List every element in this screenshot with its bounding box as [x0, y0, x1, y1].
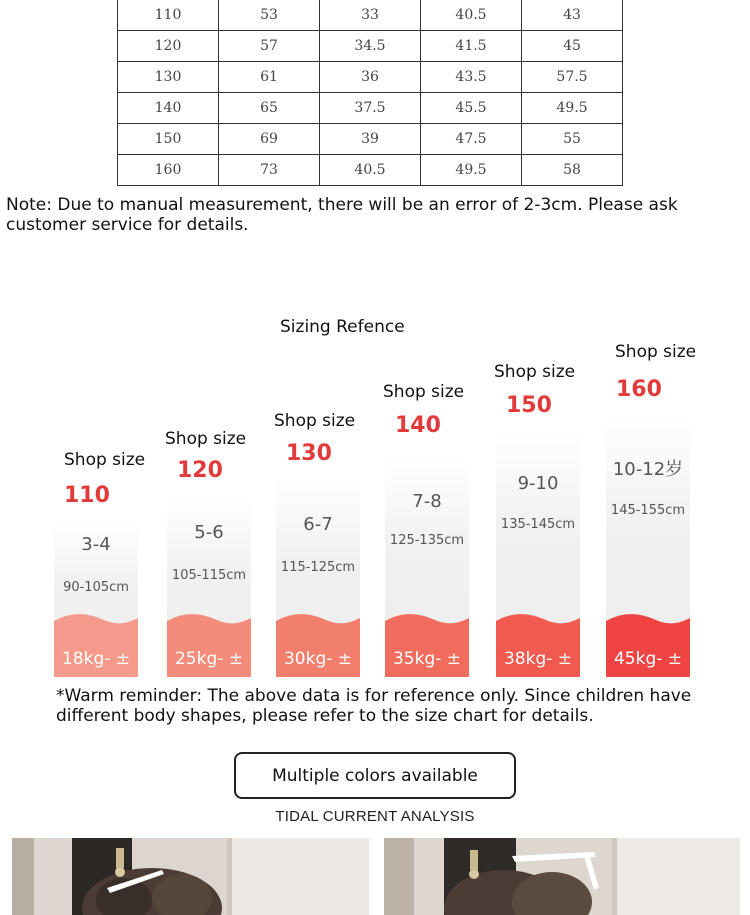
- age-range: 5-6: [194, 522, 224, 543]
- shop-size-label: Shop size: [615, 342, 697, 362]
- shop-size-number: 120: [177, 458, 223, 483]
- weight-range: 18kg- ±: [61, 649, 131, 669]
- height-range: 145-155cm: [610, 503, 686, 518]
- table-cell: 43.5: [421, 61, 522, 92]
- height-range: 105-115cm: [171, 568, 247, 583]
- table-cell: 58: [522, 154, 623, 185]
- table-row: [118, 61, 623, 92]
- shop-size-number: 130: [286, 441, 332, 466]
- height-range: 90-105cm: [63, 580, 129, 595]
- shop-size-number: 160: [616, 377, 662, 402]
- table-row: [118, 0, 623, 30]
- table-cell: 49.5: [421, 154, 522, 185]
- table-cell: 160: [118, 154, 219, 185]
- table-cell: 150: [118, 123, 219, 154]
- height-range: 125-135cm: [389, 533, 465, 548]
- size-card-panel: [496, 429, 580, 677]
- product-photo-right: [384, 838, 740, 915]
- weight-range: 45kg- ±: [613, 649, 683, 669]
- table-cell: 36: [320, 61, 421, 92]
- table-cell: 73: [219, 154, 320, 185]
- size-card-panel: [276, 478, 360, 677]
- table-cell: 49.5: [522, 92, 623, 123]
- sizing-reference-title: Sizing Refence: [280, 317, 405, 337]
- height-range: 135-145cm: [500, 517, 576, 532]
- table-cell: 40.5: [421, 0, 522, 30]
- tidal-analysis-title: TIDAL CURRENT ANALYSIS: [275, 808, 475, 825]
- size-card-panel: [385, 455, 469, 677]
- table-cell: 45.5: [421, 92, 522, 123]
- table-cell: 47.5: [421, 123, 522, 154]
- height-range: 115-125cm: [280, 560, 356, 575]
- table-cell: 34.5: [320, 30, 421, 61]
- table-cell: 69: [219, 123, 320, 154]
- table-cell: 57: [219, 30, 320, 61]
- size-card-panel: [54, 522, 138, 677]
- age-range: 10-12岁: [612, 459, 684, 480]
- shop-size-label: Shop size: [64, 450, 146, 470]
- shop-size-label: Shop size: [494, 362, 576, 382]
- size-card-panel: [606, 415, 690, 677]
- age-range: 9-10: [517, 473, 559, 494]
- shop-size-number: 150: [506, 393, 552, 418]
- weight-range: 30kg- ±: [283, 649, 353, 669]
- multiple-colors-label: Multiple colors available: [272, 765, 478, 786]
- table-cell: 33: [320, 0, 421, 30]
- weight-range: 38kg- ±: [503, 649, 573, 669]
- weight-range: 25kg- ±: [174, 649, 244, 669]
- table-cell: 130: [118, 61, 219, 92]
- warm-reminder: *Warm reminder: The above data is for reference only. Since children have different body shapes, please refer to the size chart for details.: [56, 686, 692, 726]
- table-cell: 39: [320, 123, 421, 154]
- shop-size-label: Shop size: [274, 411, 356, 431]
- shop-size-label: Shop size: [383, 382, 465, 402]
- table-cell: 45: [522, 30, 623, 61]
- age-range: 3-4: [81, 534, 111, 555]
- table-row: [118, 92, 623, 123]
- table-cell: 40.5: [320, 154, 421, 185]
- shop-size-number: 140: [395, 413, 441, 438]
- table-row: [118, 30, 623, 61]
- table-cell: 53: [219, 0, 320, 30]
- table-cell: 65: [219, 92, 320, 123]
- table-cell: 41.5: [421, 30, 522, 61]
- table-cell: 57.5: [522, 61, 623, 92]
- size-card-panel: [167, 500, 251, 677]
- age-range: 6-7: [303, 514, 333, 535]
- size-table: [117, 0, 623, 186]
- shop-size-label: Shop size: [165, 429, 247, 449]
- shop-size-number: 110: [64, 483, 110, 508]
- table-cell: 37.5: [320, 92, 421, 123]
- age-range: 7-8: [412, 491, 442, 512]
- table-cell: 43: [522, 0, 623, 30]
- weight-range: 35kg- ±: [392, 649, 462, 669]
- table-cell: 55: [522, 123, 623, 154]
- table-row: [118, 123, 623, 154]
- table-cell: 61: [219, 61, 320, 92]
- multiple-colors-banner: [234, 752, 516, 799]
- table-cell: 110: [118, 0, 219, 30]
- table-cell: 140: [118, 92, 219, 123]
- product-photo-left: [12, 838, 369, 915]
- table-row: [118, 154, 623, 185]
- measurement-note: Note: Due to manual measurement, there will be an error of 2-3cm. Please ask customer service for details.: [6, 195, 678, 235]
- table-cell: 120: [118, 30, 219, 61]
